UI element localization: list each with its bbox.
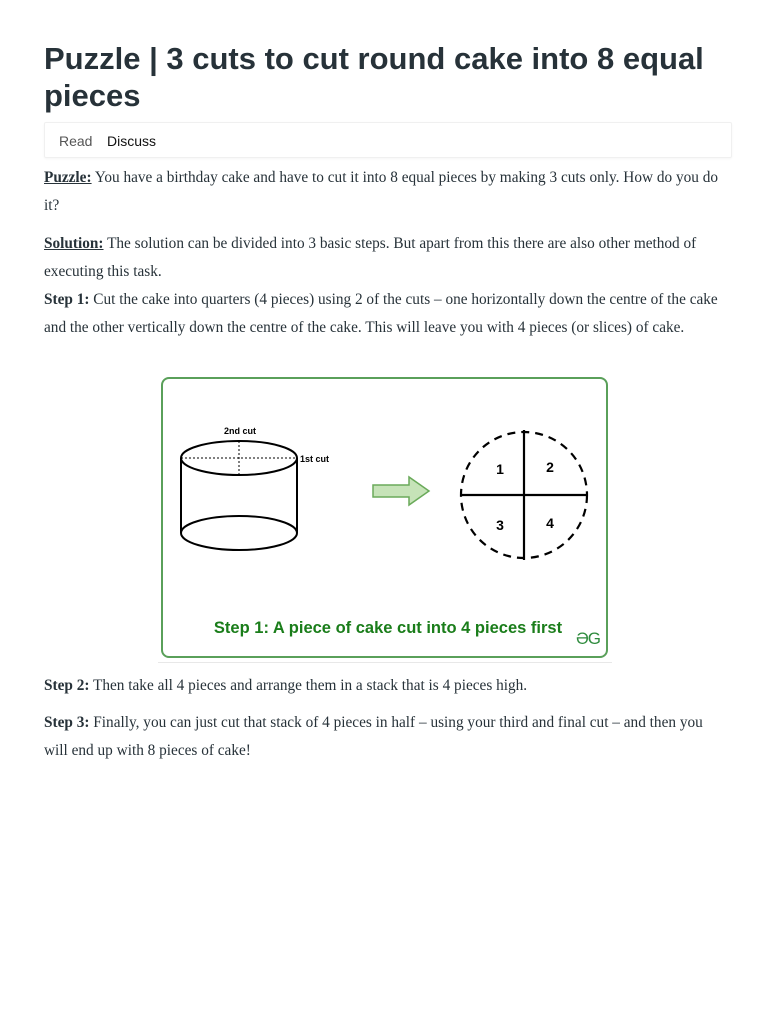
step2-paragraph xyxy=(44,672,728,700)
step1-paragraph xyxy=(44,286,728,342)
cylinder-cake xyxy=(181,441,297,550)
step1-label: Step 1: xyxy=(44,291,90,308)
tab-discuss[interactable]: Discuss xyxy=(107,133,157,149)
cake-bottom-ellipse xyxy=(181,516,297,550)
piece-label-4: 4 xyxy=(546,515,554,531)
step2-label: Step 2: xyxy=(44,677,90,694)
puzzle-label: Puzzle: xyxy=(44,169,92,186)
cake-diagram xyxy=(163,379,606,656)
solution-paragraph xyxy=(44,230,728,286)
solution-text: The solution can be divided into 3 basic steps. But apart from this there are also other method of executing this task. xyxy=(44,235,697,280)
puzzle-paragraph xyxy=(44,164,728,220)
right-arrow-icon xyxy=(373,477,429,505)
step3-paragraph xyxy=(44,709,728,765)
piece-label-2: 2 xyxy=(546,459,554,475)
first-cut-label: 1st cut xyxy=(300,454,330,464)
piece-label-3: 3 xyxy=(496,517,504,533)
piece-label-1: 1 xyxy=(496,461,504,477)
article-tabs xyxy=(44,122,732,158)
step3-text: Finally, you can just cut that stack of 4 pieces in half – using your third and final cut – and then you will end up with 8 pieces of cake! xyxy=(44,714,703,759)
gfg-logo-icon: ƏG xyxy=(576,629,601,648)
second-cut-label: 2nd cut xyxy=(224,426,257,436)
tab-read[interactable]: Read xyxy=(59,133,93,149)
figure-caption: Step 1: A piece of cake cut into 4 pieces first xyxy=(213,619,563,637)
step1-figure xyxy=(161,377,608,658)
step3-label: Step 3: xyxy=(44,714,90,731)
solution-label: Solution: xyxy=(44,235,104,252)
step1-text: Cut the cake into quarters (4 pieces) using 2 of the cuts – one horizontally down the centre of the cake and the other vertically down the centre of the cake. This will leave you with 4 pieces (or slices) of cake. xyxy=(44,291,718,336)
puzzle-text: You have a birthday cake and have to cut it into 8 equal pieces by making 3 cuts only. How do you do it? xyxy=(44,169,719,214)
page-title: Puzzle | 3 cuts to cut round cake into 8 equal pieces xyxy=(44,41,704,113)
step1-figure-container xyxy=(158,376,612,663)
cut-cake-circle xyxy=(461,430,587,560)
step2-text: Then take all 4 pieces and arrange them in a stack that is 4 pieces high. xyxy=(89,677,528,694)
